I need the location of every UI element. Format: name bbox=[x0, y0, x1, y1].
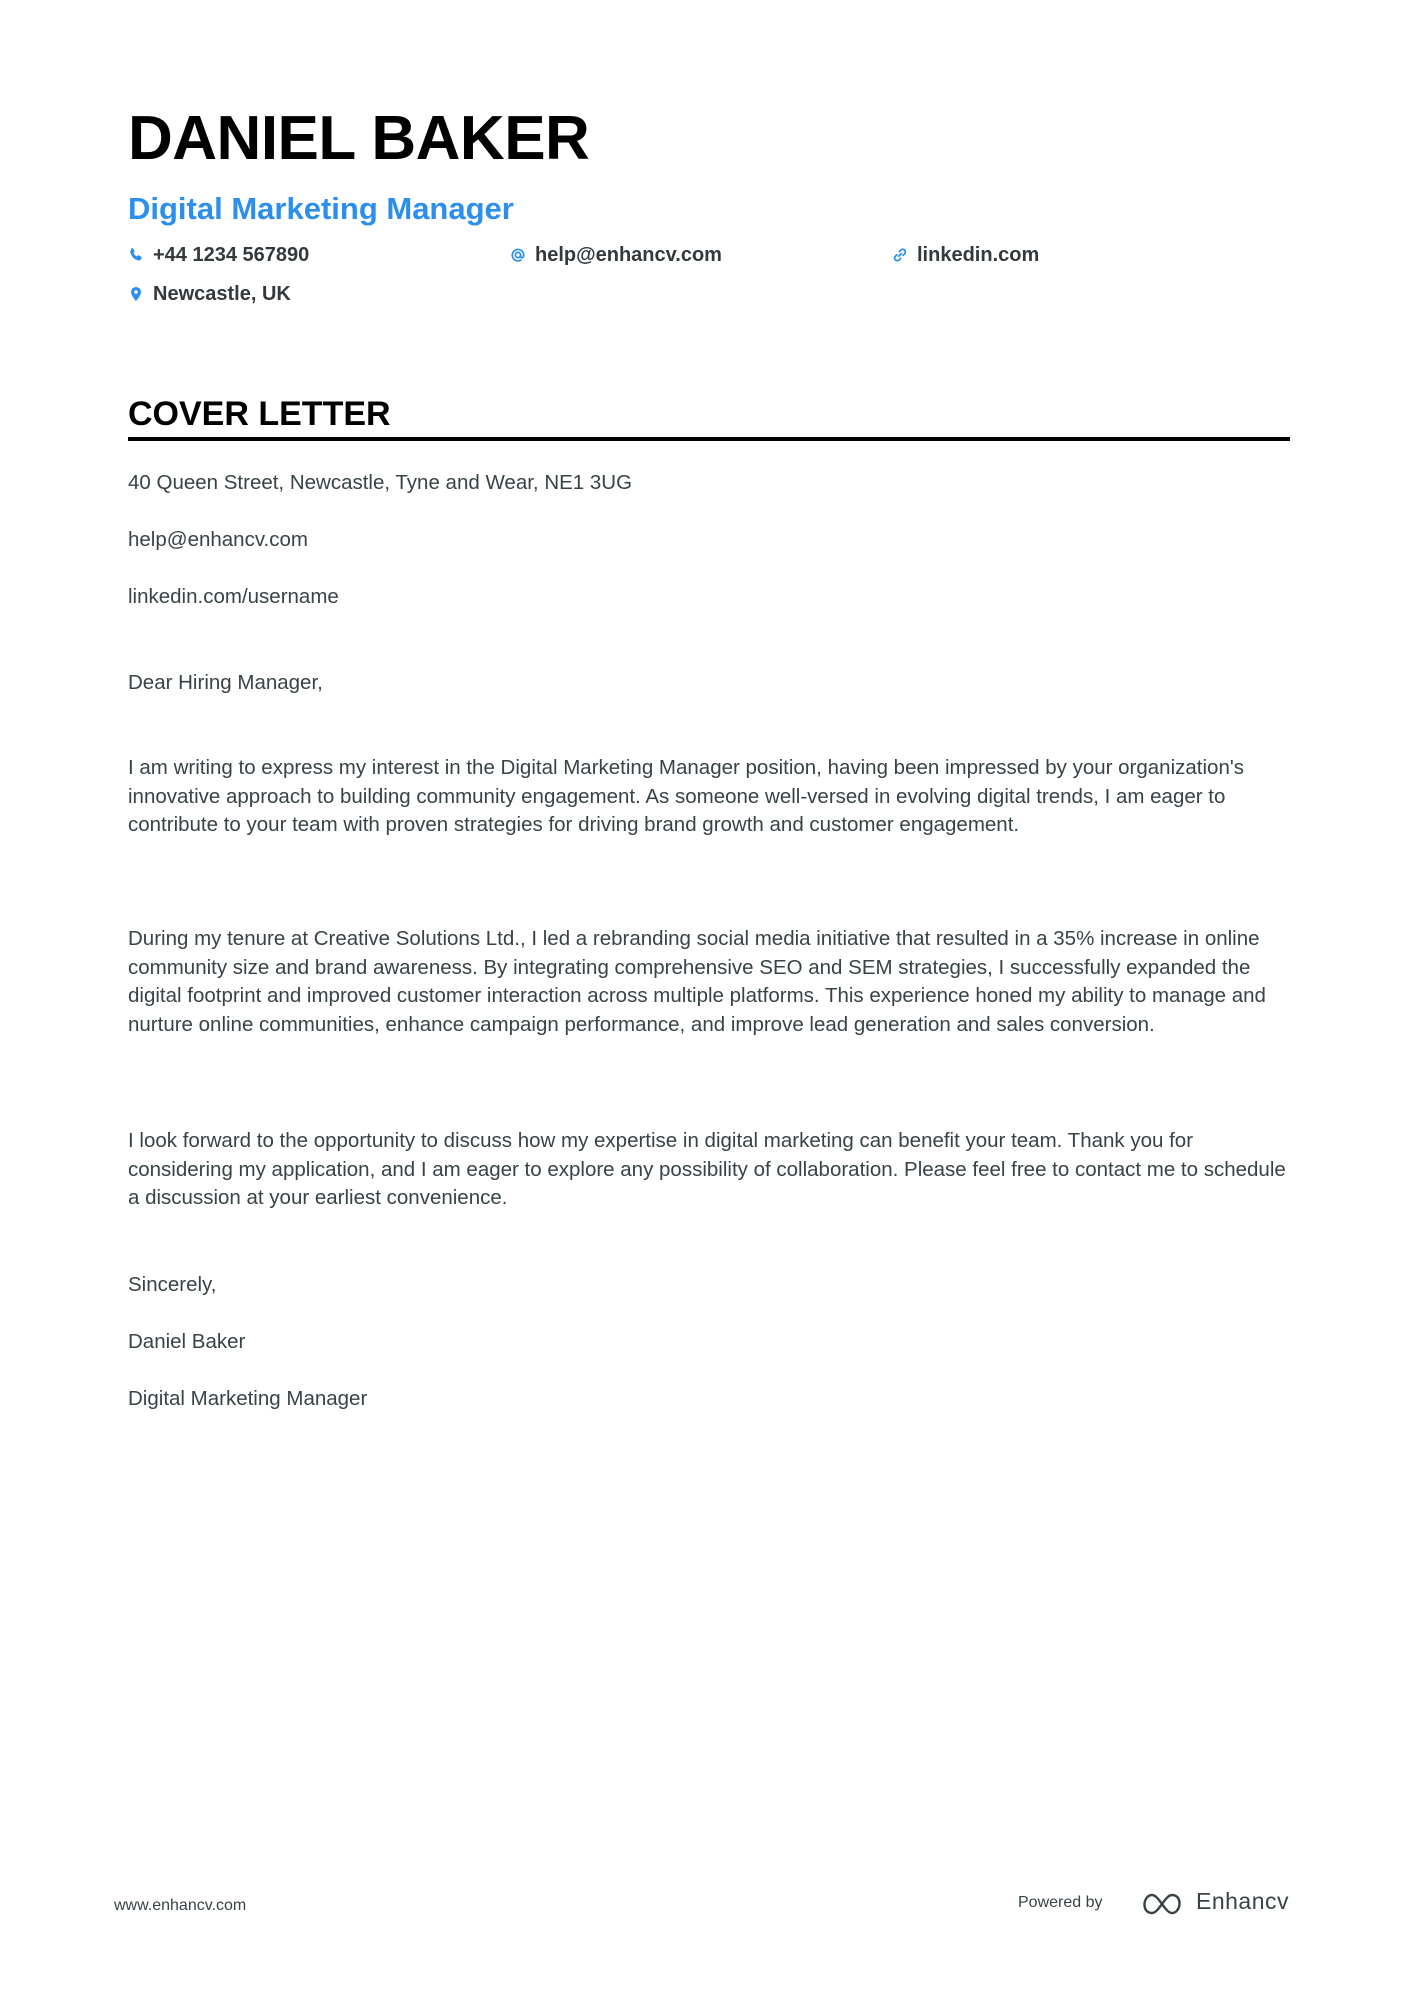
section-divider bbox=[128, 437, 1290, 441]
at-sign-icon bbox=[510, 247, 526, 263]
candidate-name: DANIEL BAKER bbox=[128, 104, 590, 173]
contact-phone-text: +44 1234 567890 bbox=[153, 244, 310, 266]
contact-link[interactable] bbox=[892, 245, 1039, 265]
letter-signature-name: Daniel Baker bbox=[128, 1330, 246, 1353]
footer-url[interactable]: www.enhancv.com bbox=[114, 1897, 247, 1914]
map-pin-icon bbox=[128, 286, 144, 302]
contact-link-text: linkedin.com bbox=[917, 244, 1040, 266]
letter-salutation: Dear Hiring Manager, bbox=[128, 671, 323, 694]
contact-email-text: help@enhancv.com bbox=[535, 244, 722, 266]
contact-location-text: Newcastle, UK bbox=[153, 283, 291, 305]
letter-address: 40 Queen Street, Newcastle, Tyne and Wear, NE1 3UG bbox=[128, 471, 633, 494]
letter-linkedin: linkedin.com/username bbox=[128, 585, 339, 608]
letter-email: help@enhancv.com bbox=[128, 528, 308, 551]
candidate-role: Digital Marketing Manager bbox=[128, 191, 514, 226]
letter-paragraph-1: I am writing to express my interest in the Digital Marketing Manager position, having been impressed by your organization's innovative approach to building community engagement. As someone well-versed in evolving digital trends, I am eager to contribute to your team with proven strategies for driving brand growth and customer engagement. bbox=[128, 756, 1245, 837]
contact-phone bbox=[128, 245, 309, 265]
phone-icon bbox=[128, 247, 144, 263]
powered-by-label: Powered by bbox=[1018, 1894, 1103, 1911]
brand-name: Enhancv bbox=[1196, 1888, 1290, 1914]
letter-paragraph-3: I look forward to the opportunity to discuss how my expertise in digital marketing can benefit your team. Thank you for considering my application, and I am eager to explore any possibility of collaboration. Please feel free to contact me to schedule a discussion at your earliest convenience. bbox=[128, 1129, 1286, 1210]
contact-location bbox=[128, 284, 291, 304]
letter-closing: Sincerely, bbox=[128, 1273, 217, 1296]
letter-signature-title: Digital Marketing Manager bbox=[128, 1387, 368, 1410]
letter-paragraph-2: During my tenure at Creative Solutions Ltd., I led a rebranding social media initiative that resulted in a 35% increase in online community size and brand awareness. By integrating comprehensive SEO and SEM strategies, I successfully expanded the digital footprint and improved customer interaction across multiple platforms. This experience honed my ability to manage and nurture online communities, enhance campaign performance, and improve lead generation and sales conversion. bbox=[128, 927, 1266, 1037]
contact-email[interactable] bbox=[510, 245, 722, 265]
enhancv-logo-icon bbox=[1138, 1890, 1186, 1918]
link-icon bbox=[892, 247, 908, 263]
section-title: COVER LETTER bbox=[128, 395, 391, 433]
